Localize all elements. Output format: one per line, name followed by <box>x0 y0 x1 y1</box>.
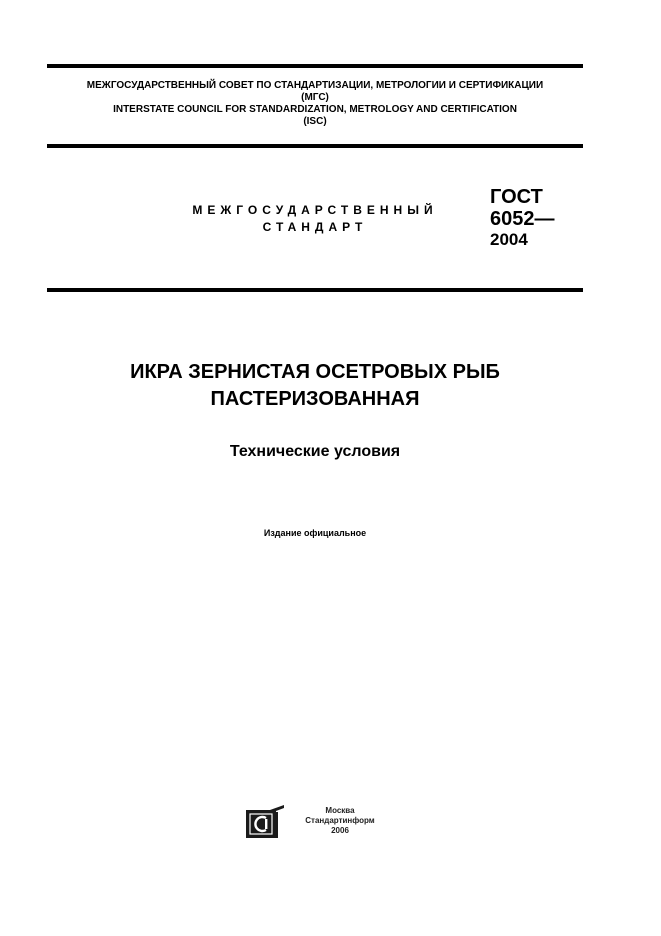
publisher-city: Москва <box>325 806 355 815</box>
gost-number: 6052— <box>490 208 555 230</box>
document-title <box>60 359 570 413</box>
publisher-year: 2006 <box>331 826 349 835</box>
council-name-ru: МЕЖГОСУДАРСТВЕННЫЙ СОВЕТ ПО СТАНДАРТИЗАЦИИ, МЕТРОЛОГИИ И СЕРТИФИКАЦИИ <box>86 80 544 91</box>
standartinform-logo-icon <box>246 804 286 838</box>
interstate-label-line1: МЕЖГОСУДАРСТВЕННЫЙ <box>192 203 438 217</box>
gost-word: ГОСТ <box>490 186 543 208</box>
title-line2: ПАСТЕРИЗОВАННАЯ <box>210 388 420 410</box>
council-abbr-en: (ISC) <box>303 116 327 127</box>
title-line1: ИКРА ЗЕРНИСТАЯ ОСЕТРОВЫХ РЫБ <box>130 361 500 383</box>
designation-bottom-rule <box>47 288 583 292</box>
council-header <box>47 80 583 128</box>
gost-designation <box>490 186 555 250</box>
top-rule <box>47 64 583 68</box>
edition-note: Издание официальное <box>263 528 367 538</box>
document-subtitle: Технические условия <box>229 443 401 460</box>
gost-year: 2004 <box>490 230 528 249</box>
council-abbr-ru: (МГС) <box>301 92 329 103</box>
interstate-label-line2: СТАНДАРТ <box>262 220 368 234</box>
council-name-en: INTERSTATE COUNCIL FOR STANDARDIZATION, METROLOGY AND CERTIFICATION <box>113 104 517 115</box>
publisher-imprint <box>292 806 388 836</box>
publisher-name: Стандартинформ <box>305 816 375 825</box>
header-bottom-rule <box>47 144 583 148</box>
interstate-standard-label <box>150 202 480 236</box>
